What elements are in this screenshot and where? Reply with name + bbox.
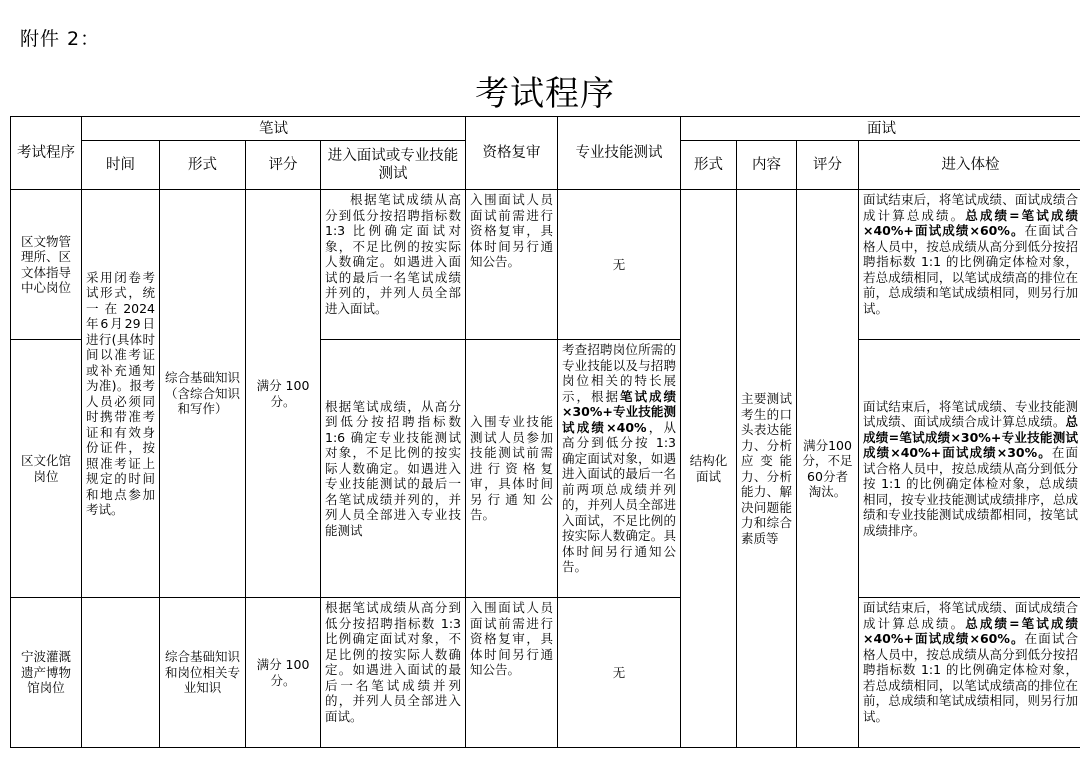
advance-cell: 根据笔试成绩从高分到低分按招聘指标数 1:3 比例确定面试对象，不足比例的按实际人数确定。如遇进入面试的最后一名笔试成绩并列的，并列人员全部进入面试。 [321,598,466,748]
interview-content-cell: 主要测试考生的口头表达能力、分析应变能力、分析能力、解决问题能力和综合素质等 [737,190,797,748]
interview-form-cell: 结构化面试 [681,190,737,748]
physical-text-pre: 面试结束后，将笔试成绩、面试成绩合成计算总成绩。 [863,600,1078,631]
header-form: 形式 [160,141,246,190]
position-cell: 区文物管理所、区文体指导中心岗位 [11,190,82,340]
skill-test-cell [558,340,681,598]
written-time-cell-empty [82,598,160,748]
header-interview-form: 形式 [681,141,737,190]
header-interview-score: 评分 [797,141,859,190]
physical-formula: 总成绩=笔试成绩×40%+面试成绩×60%。 [863,615,1078,646]
skill-test-cell: 无 [558,190,681,340]
header-score: 评分 [246,141,321,190]
advance-cell: 根据笔试成绩从高分到低分按招聘指标数 1:3 比例确定面试对象，不足比例的按实际人数确定。如遇进入面试的最后一名笔试成绩并列的，并列人员全部进入面试。 [321,190,466,340]
header-procedure: 考试程序 [11,117,82,190]
physical-cell [859,340,1080,598]
header-interview: 面试 [681,117,1080,141]
header-written: 笔试 [82,117,466,141]
physical-text-post: 在面试合格人员中，按总成绩从高分到低分按招聘指标数 1:1 的比例确定体检对象，若总成绩相同，以笔试成绩高的排位在前，总成绩和笔试成绩相同，则另行加试。 [863,223,1078,316]
skill-text-post: ，从高分到低分按 1:3 确定面试对象，如遇进入面试的最后一名前两项总成绩并列的，并列人员全部进入面试，不足比例的按实际人数确定。具体时间另行通知公告。 [562,419,676,574]
table-row [11,598,1080,748]
position-cell: 区文化馆岗位 [11,340,82,598]
header-qualification: 资格复审 [466,117,558,190]
physical-text-post: 在面试合格人员中，按总成绩从高分到低分按 1:1 的比例确定体检对象，总成绩相同，按专业技能测试成绩排序，总成绩和专业技能测试成绩都相同，按笔试成绩排序。 [863,445,1078,538]
qualification-cell: 入围专业技能测试人员参加技能测试前需进行资格复审，具体时间另行通知公告。 [466,340,558,598]
header-advance: 进入面试或专业技能测试 [321,141,466,190]
exam-procedure-table [10,116,1080,748]
document-title: 考试程序 [475,74,615,114]
written-score-cell: 满分 100 分。 [246,190,321,598]
table-row [11,190,1080,340]
position-cell: 宁波灌溉遗产博物馆岗位 [11,598,82,748]
qualification-cell: 入围面试人员面试前需进行资格复审，具体时间另行通知公告。 [466,190,558,340]
header-skill-test: 专业技能测试 [558,117,681,190]
attachment-label: 附件 2： [20,28,101,50]
written-form-cell: 综合基础知识（含综合知识和写作） [160,190,246,598]
written-form-cell: 综合基础知识和岗位相关专业知识 [160,598,246,748]
written-time-cell: 采用闭卷考试形式，统一在2024年6月29日进行(具体时间以准考证或补充通知为准)。报考人员必须同时携带准考证和有效身份证件，按照准考证上规定的时间和地点参加考试。 [82,190,160,598]
skill-text-pre: 考查招聘岗位所需的专业技能以及与招聘岗位相关的特长展示，根据 [562,342,676,404]
header-interview-content: 内容 [737,141,797,190]
physical-formula: 总成绩=笔试成绩×30%+专业技能测试成绩×40%+面试成绩×30%。 [863,414,1078,461]
header-time: 时间 [82,141,160,190]
physical-formula: 总成绩=笔试成绩×40%+面试成绩×60%。 [863,207,1078,238]
physical-text-post: 在面试合格人员中，按总成绩从高分到低分按招聘指标数 1:1 的比例确定体检对象，若总成绩相同，以笔试成绩高的排位在前，总成绩和笔试成绩相同，则另行加试。 [863,631,1078,724]
header-physical: 进入体检 [859,141,1080,190]
skill-formula: 笔试成绩×30%+专业技能测试成绩×40% [562,388,676,435]
qualification-cell: 入围面试人员面试前需进行资格复审，具体时间另行通知公告。 [466,598,558,748]
written-score-cell: 满分 100 分。 [246,598,321,748]
physical-cell [859,598,1080,748]
skill-test-cell: 无 [558,598,681,748]
interview-score-cell: 满分100分，不足60分者淘汰。 [797,190,859,748]
physical-cell [859,190,1080,340]
advance-cell: 根据笔试成绩，从高分到低分按招聘指标数 1:6 确定专业技能测试对象，不足比例的按实际人数确定。如遇进入专业技能测试的最后一名笔试成绩并列的，并列人员全部进入专业技能测试 [321,340,466,598]
physical-text-pre: 面试结束后，将笔试成绩、面试成绩合成计算总成绩。 [863,192,1078,223]
physical-text-pre: 面试结束后，将笔试成绩、专业技能测试成绩、面试成绩合成计算总成绩。 [863,398,1078,430]
